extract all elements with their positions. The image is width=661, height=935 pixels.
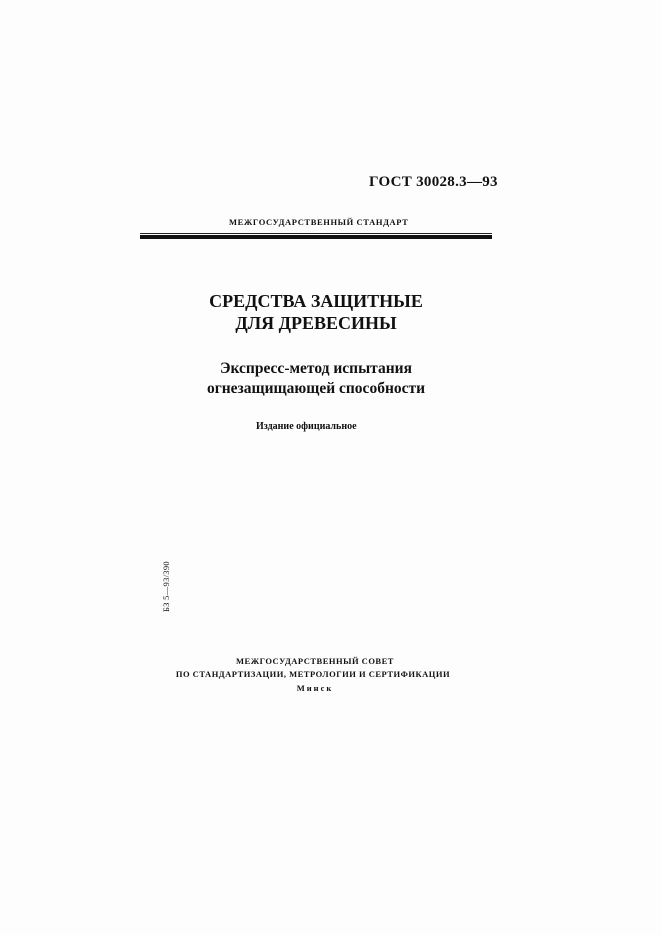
standard-number: ГОСТ 30028.3—93 [369,174,498,190]
standard-type: МЕЖГОСУДАРСТВЕННЫЙ СТАНДАРТ [229,217,409,227]
side-catalog-code: БЗ 5—93/390 [161,561,171,612]
edition-note: Издание официальное [256,421,357,432]
publisher-line-2: ПО СТАНДАРТИЗАЦИИ, МЕТРОЛОГИИ И СЕРТИФИКАЦИИ [175,669,451,679]
publisher-line-1: МЕЖГОСУДАРСТВЕННЫЙ СОВЕТ [236,656,394,666]
subtitle-line-1: Экспресс-метод испытания [220,360,412,377]
publisher-city: Минск [296,683,334,693]
title-line-1: СРЕДСТВА ЗАЩИТНЫЕ [209,291,423,311]
subtitle-line-2: огнезащищающей способности [206,380,426,397]
header-rule-thick [140,235,492,239]
title-line-2: ДЛЯ ДРЕВЕСИНЫ [235,313,397,333]
header-rule-thin [140,233,492,234]
